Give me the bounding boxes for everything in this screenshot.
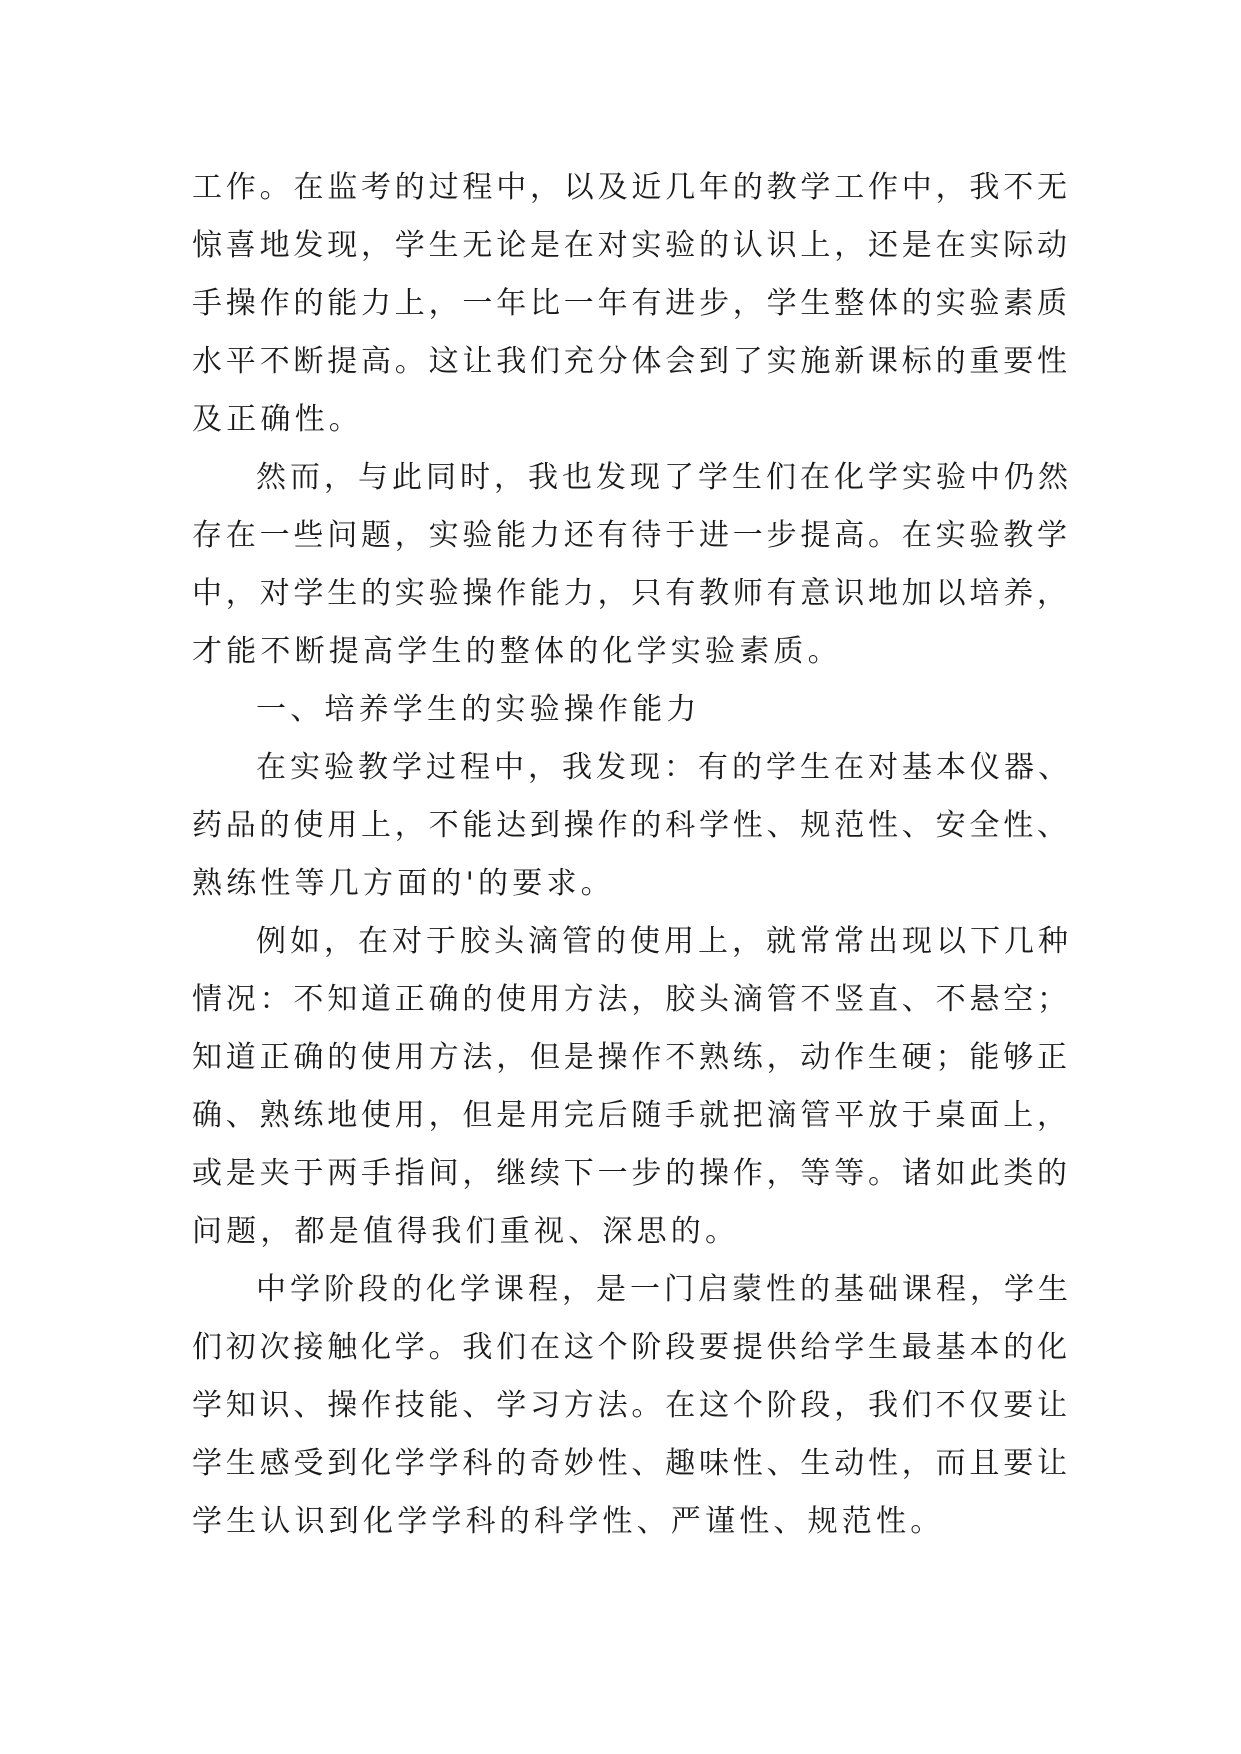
body-text-line: 在实验教学过程中，我发现：有的学生在对基本仪器、 — [256, 750, 1072, 785]
body-text-line: 水平不断提高。这让我们充分体会到了实施新课标的重要性 — [192, 344, 1071, 379]
body-text-line: 们初次接触化学。我们在这个阶段要提供给学生最基本的化 — [192, 1330, 1071, 1365]
body-text-line: 然而，与此同时，我也发现了学生们在化学实验中仍然 — [256, 460, 1072, 495]
body-text-line: 学生感受到化学学科的奇妙性、趣味性、生动性，而且要让 — [192, 1446, 1071, 1481]
body-text-line: 或是夹于两手指间，继续下一步的操作，等等。诸如此类的 — [192, 1156, 1071, 1191]
body-text-line: 才能不断提高学生的整体的化学实验素质。 — [192, 634, 842, 669]
body-text-line: 存在一些问题，实验能力还有待于进一步提高。在实验教学 — [192, 518, 1071, 553]
body-text-line: 熟练性等几方面的'的要求。 — [192, 866, 615, 901]
body-text-line: 情况：不知道正确的使用方法，胶头滴管不竖直、不悬空； — [192, 982, 1071, 1017]
section-heading: 一、培养学生的实验操作能力 — [256, 692, 701, 727]
body-text-line: 确、熟练地使用，但是用完后随手就把滴管平放于桌面上， — [192, 1098, 1071, 1133]
body-text-line: 惊喜地发现，学生无论是在对实验的认识上，还是在实际动 — [192, 228, 1071, 263]
body-text-line: 中学阶段的化学课程，是一门启蒙性的基础课程，学生 — [256, 1272, 1072, 1307]
body-text-line: 例如，在对于胶头滴管的使用上，就常常出现以下几种 — [256, 924, 1072, 959]
body-text-line: 及正确性。 — [192, 402, 363, 437]
body-text-line: 工作。在监考的过程中，以及近几年的教学工作中，我不无 — [192, 170, 1071, 205]
body-text-line: 手操作的能力上，一年比一年有进步，学生整体的实验素质 — [192, 286, 1071, 321]
body-text-line: 知道正确的使用方法，但是操作不熟练，动作生硬；能够正 — [192, 1040, 1071, 1075]
body-text-line: 中，对学生的实验操作能力，只有教师有意识地加以培养， — [192, 576, 1071, 611]
body-text-line: 问题，都是值得我们重视、深思的。 — [192, 1214, 740, 1249]
body-text-line: 学生认识到化学学科的科学性、严谨性、规范性。 — [192, 1504, 945, 1539]
body-text-line: 药品的使用上，不能达到操作的科学性、规范性、安全性、 — [192, 808, 1071, 843]
body-text-line: 学知识、操作技能、学习方法。在这个阶段，我们不仅要让 — [192, 1388, 1071, 1423]
